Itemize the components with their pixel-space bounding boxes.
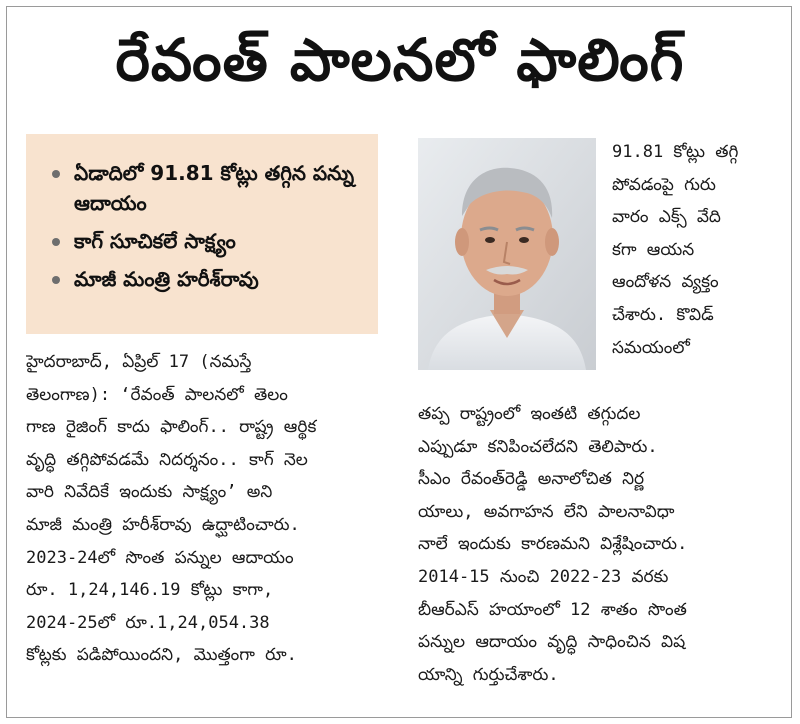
body-line: తెలంగాణ): ‘రేవంత్ పాలనలో తెలం [26, 384, 288, 405]
body-line: కోట్లకు పడిపోయిందని, మొత్తంగా రూ. [26, 645, 297, 666]
bullet-dot-icon [52, 170, 60, 178]
right-column-top-body [612, 136, 762, 364]
headline: రేవంత్ పాలనలో ఫాలింగ్ [115, 26, 685, 94]
summary-bullet-text: ఏడాదిలో 91.81 కోట్లు తగ్గిన పన్ను ఆదాయం [74, 161, 355, 215]
bullet-dot-icon [52, 276, 60, 284]
body-line: ఎప్పుడూ కనిపించలేదని తెలిపారు. [418, 436, 658, 457]
portrait-photo [418, 138, 596, 370]
summary-bullet-text: మాజీ మంత్రి హరీశ్‌రావు [74, 267, 259, 291]
body-line: పన్నుల ఆదాయం వృద్ధి సాధించిన విష [418, 632, 686, 653]
bullet-dot-icon [52, 238, 60, 246]
body-line: 2023-24లో సొంత పన్నుల ఆదాయం [26, 547, 294, 568]
left-column-body [26, 346, 386, 672]
body-line: కగా ఆయన [612, 239, 695, 260]
body-line: సీఎం రేవంత్‌రెడ్డి అనాలోచిత నిర్ణ [418, 469, 645, 490]
summary-box [26, 134, 378, 334]
body-line: రూ. 1,24,146.19 కోట్లు కాగా, [26, 580, 274, 601]
summary-bullet [48, 264, 368, 294]
body-line: యాలు, అవగాహన లేని పాలనావిధా [418, 501, 675, 522]
body-line: మాజీ మంత్రి హరీశ్‌రావు ఉద్ఘాటించారు. [26, 514, 300, 535]
body-line: నాలే ఇందుకు కారణమని విశ్లేషించారు. [418, 534, 688, 555]
body-line: హైదరాబాద్, ఏప్రిల్ 17 (నమస్తే [26, 352, 252, 372]
body-line: 2014-15 నుంచి 2022-23 వరకు [418, 566, 669, 587]
body-line: సమయంలో [612, 337, 690, 358]
body-line: వృద్ధి తగ్గిపోవడమే నిదర్శనం.. కాగ్ నెల [26, 449, 308, 470]
right-column-bottom-body [418, 398, 772, 691]
summary-bullet [48, 158, 368, 218]
body-line: గాణ రైజింగ్ కాదు ఫాలింగ్.. రాష్ట్ర ఆర్థిక [26, 417, 317, 438]
summary-bullet [48, 226, 368, 256]
body-line: పోవడంపై గురు [612, 174, 716, 195]
summary-bullet-text: కాగ్ సూచికలే సాక్ష్యం [74, 229, 236, 253]
body-line: తప్ప రాష్ట్రంలో ఇంతటి తగ్గుదల [418, 404, 641, 424]
body-line: చేశారు. కొవిడ్ [612, 304, 714, 325]
body-line: ఆందోళన వ్యక్తం [612, 272, 719, 293]
body-line: యాన్ని గుర్తుచేశారు. [418, 664, 559, 685]
body-line: వారం ఎక్స్ వేది [612, 207, 721, 228]
body-line: 91.81 కోట్లు తగ్గి [612, 142, 739, 162]
body-line: 2024-25లో రూ.1,24,054.38 [26, 612, 270, 633]
body-line: బీఆర్‌ఎస్ హయాంలో 12 శాతం సొంత [418, 599, 687, 620]
body-line: వారి నివేదికే ఇందుకు సాక్ష్యం’ అని [26, 482, 273, 503]
